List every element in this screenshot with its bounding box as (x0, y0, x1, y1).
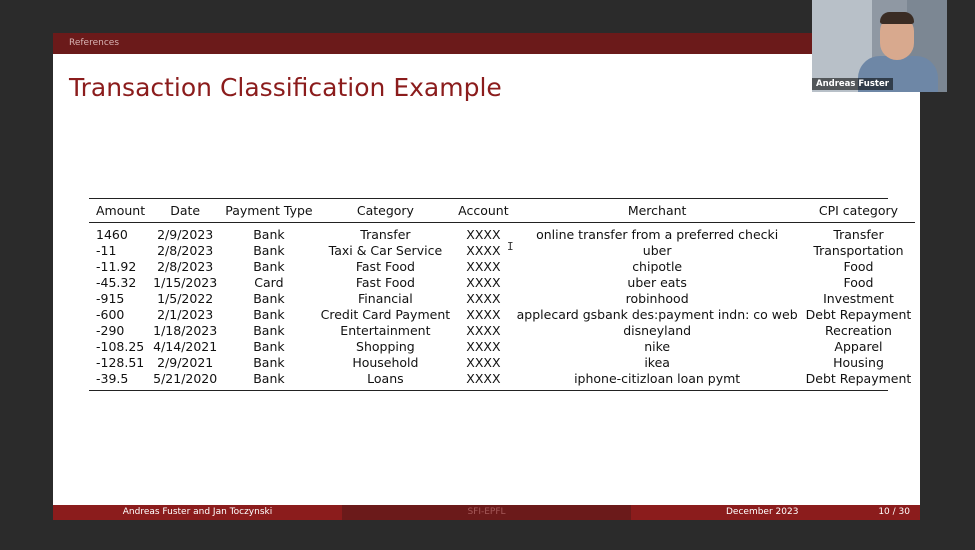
cell-amount: -128.51 (96, 355, 145, 370)
cell-payment-type: Bank (253, 243, 285, 258)
participant-video-tile[interactable] (812, 0, 947, 92)
cell-amount: -108.25 (96, 339, 145, 354)
cell-category: Fast Food (355, 275, 415, 290)
transaction-table-container (89, 198, 912, 391)
table-row (89, 243, 915, 259)
cell-account: XXXX (466, 371, 501, 386)
cell-cpi-category: Debt Repayment (805, 371, 912, 386)
cell-merchant: uber (642, 243, 672, 258)
cell-merchant: robinhood (625, 291, 689, 306)
header-date: Date (149, 199, 221, 223)
cell-date: 2/8/2023 (157, 259, 214, 274)
table-row (89, 291, 915, 307)
cell-amount: -290 (96, 323, 125, 338)
table-row (89, 323, 915, 339)
table-row (89, 259, 915, 275)
header-amount: Amount (89, 199, 149, 223)
cell-cpi-category: Transportation (813, 243, 904, 258)
footer-venue: SFI-EPFL (342, 505, 631, 520)
cell-payment-type: Bank (253, 323, 285, 338)
header-payment-type: Payment Type (221, 199, 316, 223)
cell-category: Credit Card Payment (320, 307, 451, 322)
cell-date: 2/9/2021 (157, 355, 214, 370)
cell-category: Transfer (360, 227, 411, 242)
text-cursor-icon: I (507, 240, 514, 253)
cell-category: Shopping (356, 339, 415, 354)
table-body (89, 223, 915, 391)
cell-merchant: online transfer from a preferred checki (536, 227, 779, 242)
footer-page-number: 10 / 30 (878, 507, 910, 517)
cell-cpi-category: Food (843, 275, 874, 290)
cell-merchant: applecard gsbank des:payment indn: co web (516, 307, 798, 322)
cell-account: XXXX (466, 307, 501, 322)
cell-merchant: iphone-citizloan loan pymt (574, 371, 741, 386)
cell-merchant: chipotle (632, 259, 683, 274)
cell-date: 2/8/2023 (157, 243, 214, 258)
table-row (89, 339, 915, 355)
cell-date: 1/5/2022 (157, 291, 214, 306)
cell-account: XXXX (466, 259, 501, 274)
cell-account: XXXX (466, 275, 501, 290)
cell-account: XXXX (466, 227, 501, 242)
cell-payment-type: Card (254, 275, 284, 290)
cell-account: XXXX (466, 291, 501, 306)
cell-payment-type: Bank (253, 307, 285, 322)
cell-account: XXXX (466, 355, 501, 370)
header-merchant: Merchant (513, 199, 802, 223)
cell-category: Fast Food (355, 259, 415, 274)
cell-amount: 1460 (96, 227, 128, 242)
table-row (89, 307, 915, 323)
cell-amount: -45.32 (96, 275, 137, 290)
footer-date: December 2023 (726, 507, 799, 517)
table-row (89, 371, 915, 390)
header-account: Account (454, 199, 512, 223)
slide-footer (53, 505, 920, 520)
participant-name-label: Andreas Fuster (812, 78, 893, 90)
header-cpi-category: CPI category (802, 199, 916, 223)
cell-date: 1/18/2023 (153, 323, 218, 338)
slide-title: Transaction Classification Example (69, 73, 502, 102)
participant-hair (880, 12, 914, 24)
transaction-table (89, 199, 915, 390)
cell-date: 2/1/2023 (157, 307, 214, 322)
cell-payment-type: Bank (253, 227, 285, 242)
cell-cpi-category: Investment (823, 291, 894, 306)
cell-merchant: uber eats (627, 275, 687, 290)
cell-category: Financial (358, 291, 413, 306)
cell-category: Loans (367, 371, 404, 386)
cell-merchant: nike (644, 339, 671, 354)
cell-date: 4/14/2021 (153, 339, 218, 354)
cell-account: XXXX (466, 243, 501, 258)
cell-account: XXXX (466, 339, 501, 354)
cell-cpi-category: Housing (833, 355, 884, 370)
cell-date: 2/9/2023 (157, 227, 214, 242)
slide-header-bar (53, 33, 920, 54)
footer-right-segment (631, 505, 920, 520)
cell-amount: -915 (96, 291, 125, 306)
table-row (89, 355, 915, 371)
cell-date: 5/21/2020 (153, 371, 218, 386)
cell-cpi-category: Debt Repayment (805, 307, 912, 322)
cell-merchant: disneyland (623, 323, 692, 338)
footer-authors: Andreas Fuster and Jan Toczynski (53, 505, 342, 520)
cell-payment-type: Bank (253, 355, 285, 370)
table-row (89, 223, 915, 244)
cell-merchant: ikea (644, 355, 670, 370)
cell-payment-type: Bank (253, 339, 285, 354)
cell-payment-type: Bank (253, 371, 285, 386)
header-category: Category (317, 199, 455, 223)
cell-date: 1/15/2023 (153, 275, 218, 290)
cell-category: Taxi & Car Service (328, 243, 443, 258)
cell-amount: -11.92 (96, 259, 137, 274)
cell-cpi-category: Food (843, 259, 874, 274)
cell-cpi-category: Transfer (833, 227, 884, 242)
cell-amount: -39.5 (96, 371, 129, 386)
cell-amount: -11 (96, 243, 117, 258)
table-header-row (89, 199, 915, 223)
cell-account: XXXX (466, 323, 501, 338)
cell-category: Household (352, 355, 419, 370)
cell-payment-type: Bank (253, 291, 285, 306)
section-label: References (69, 38, 120, 48)
cell-cpi-category: Apparel (834, 339, 883, 354)
cell-cpi-category: Recreation (825, 323, 892, 338)
cell-category: Entertainment (340, 323, 431, 338)
cell-payment-type: Bank (253, 259, 285, 274)
presentation-slide (53, 33, 920, 520)
table-row (89, 275, 915, 291)
cell-amount: -600 (96, 307, 125, 322)
